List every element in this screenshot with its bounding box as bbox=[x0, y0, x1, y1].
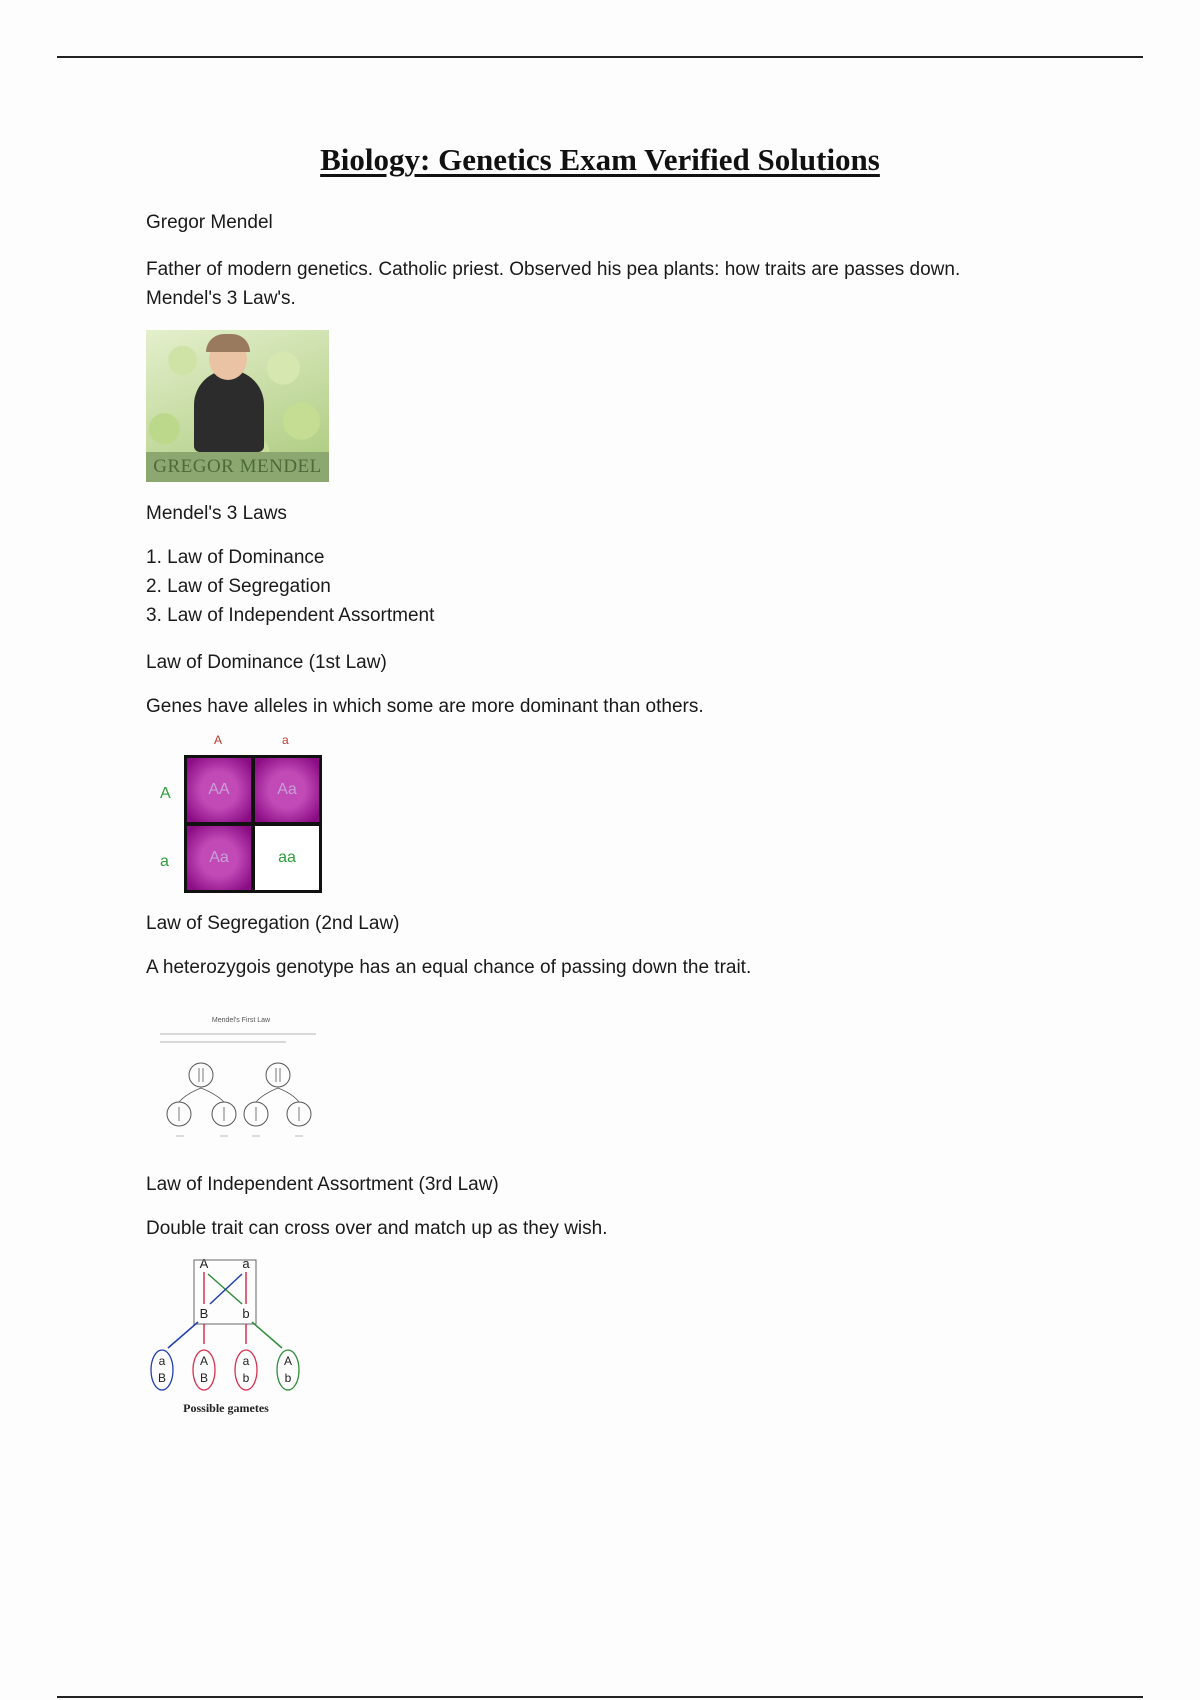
possible-gametes-caption: Possible gametes bbox=[183, 1401, 269, 1415]
term-mendels-3-laws: Mendel's 3 Laws bbox=[146, 503, 287, 524]
definition: A heterozygois genotype has an equal chance of passing down the trait. bbox=[146, 957, 752, 978]
term-law-of-segregation: Law of Segregation (2nd Law) bbox=[146, 913, 400, 934]
mid-allele: b bbox=[242, 1306, 250, 1321]
punnett-square bbox=[146, 733, 326, 893]
punnett-top-label: A bbox=[214, 733, 223, 747]
top-allele: A bbox=[199, 1258, 209, 1271]
gamete-allele: b bbox=[242, 1371, 250, 1385]
list-item: 2. Law of Segregation bbox=[146, 576, 331, 597]
gamete-allele: A bbox=[199, 1354, 209, 1368]
gamete-chromosomes bbox=[179, 1107, 299, 1121]
definition: Genes have alleles in which some are more dominant than others. bbox=[146, 696, 704, 717]
top-allele: a bbox=[242, 1258, 250, 1271]
punnett-cell: Aa bbox=[187, 826, 251, 890]
division-arrows bbox=[179, 1088, 299, 1102]
punnett-cell: AA bbox=[187, 758, 251, 822]
page-title: Biology: Genetics Exam Verified Solutions bbox=[320, 142, 880, 177]
punnett-cell: aa bbox=[255, 826, 319, 890]
bottom-rule bbox=[57, 1696, 1143, 1698]
punnett-side-label: A bbox=[160, 785, 171, 802]
gamete-allele: B bbox=[157, 1371, 167, 1385]
segregation-caption-lines bbox=[160, 1034, 316, 1042]
punnett-cell: Aa bbox=[255, 758, 319, 822]
mendel-image-caption: GREGOR MENDEL bbox=[146, 452, 329, 482]
definition-line: Mendel's 3 Law's. bbox=[146, 288, 296, 309]
gamete-cells bbox=[167, 1102, 311, 1126]
segregation-diagram-title: Mendel's First Law bbox=[211, 1017, 271, 1024]
definition: Double trait can cross over and match up as they wish. bbox=[146, 1218, 608, 1239]
gamete-allele: a bbox=[158, 1354, 166, 1368]
parent-chromosomes bbox=[199, 1068, 280, 1082]
punnett-side-label: a bbox=[160, 853, 169, 870]
mendel-figure-body bbox=[194, 370, 264, 452]
list-item: 1. Law of Dominance bbox=[146, 547, 325, 568]
gamete-allele: B bbox=[199, 1371, 209, 1385]
list-item: 3. Law of Independent Assortment bbox=[146, 605, 435, 626]
gamete-allele: a bbox=[242, 1354, 250, 1368]
gamete-allele: b bbox=[284, 1371, 292, 1385]
term-law-of-dominance: Law of Dominance (1st Law) bbox=[146, 652, 387, 673]
term-law-of-independent-assortment: Law of Independent Assortment (3rd Law) bbox=[146, 1174, 499, 1195]
segregation-diagram bbox=[146, 1012, 336, 1142]
definition-line: Father of modern genetics. Catholic priest. Observed his pea plants: how traits are passes down. bbox=[146, 259, 961, 280]
independent-assortment-diagram bbox=[146, 1258, 316, 1418]
term-gregor-mendel: Gregor Mendel bbox=[146, 212, 273, 233]
punnett-top-label: a bbox=[282, 733, 289, 747]
top-rule bbox=[57, 56, 1143, 58]
gamete-allele: A bbox=[283, 1354, 293, 1368]
gregor-mendel-image bbox=[146, 330, 329, 482]
parent-cells bbox=[189, 1063, 290, 1087]
mendel-figure-hair bbox=[206, 334, 250, 352]
punnett-grid bbox=[184, 755, 322, 893]
assortment-arrows bbox=[168, 1272, 282, 1348]
mid-allele: B bbox=[199, 1306, 209, 1321]
gamete-ovals bbox=[151, 1350, 299, 1390]
